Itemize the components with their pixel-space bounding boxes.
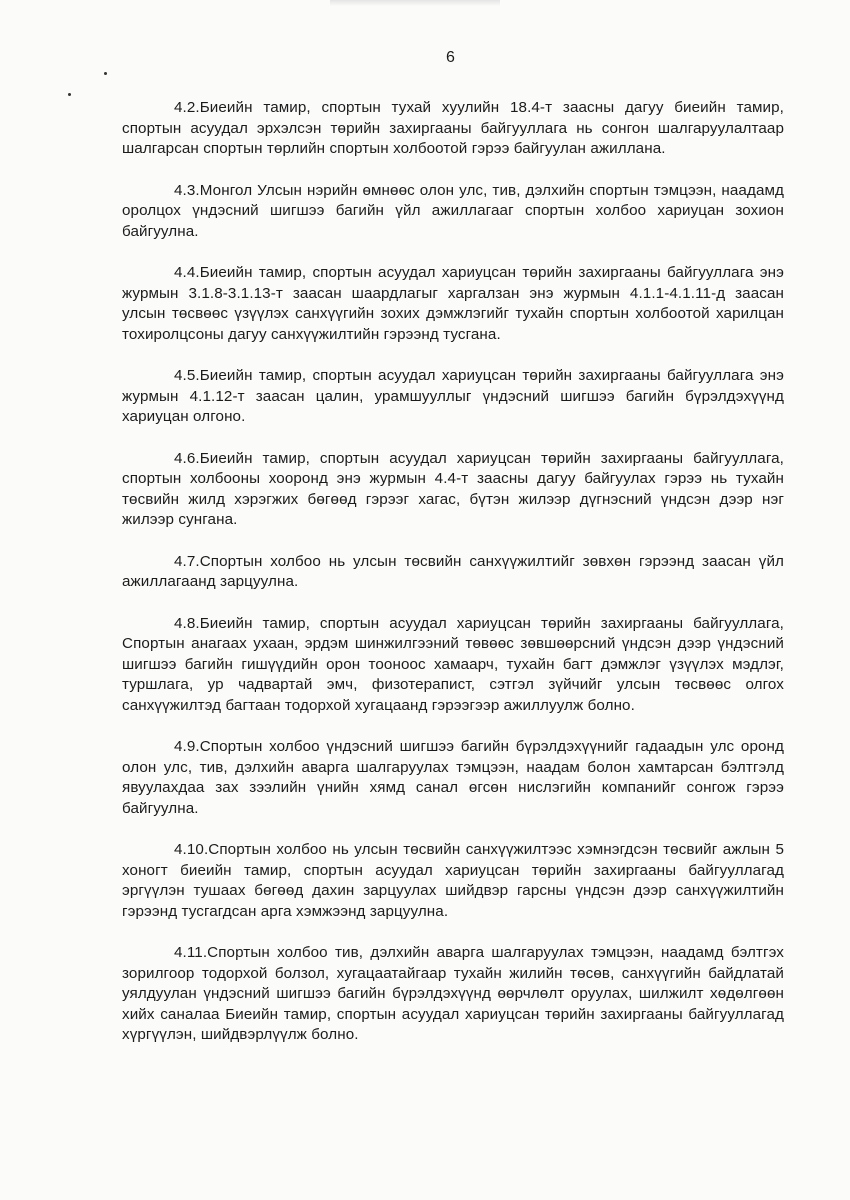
- paragraph-4-10: 4.10.Спортын холбоо нь улсын төсвийн санхүүжилтээс хэмнэгдсэн төсвийг ажлын 5 хоногт биеийн тамир, спортын асуудал хариуцсан төрийн захиргааны байгууллагад эргүүлэн тушаах бөгөөд дахин зарцуулах шийдвэр гарсны үндсэн дээр санхүүжилтийн гэрээнд тусгагдсан арга хэмжээнд зарцуулна.: [122, 841, 784, 920]
- paragraph-4-4: 4.4.Биеийн тамир, спортын асуудал хариуцсан төрийн захиргааны байгууллага энэ журмын 3.1.8-3.1.13-т заасан шаардлагыг харгалзан энэ журмын 4.1.1-4.1.11-д заасан улсын төсвөөс үзүүлэх санхүүгийн зохих дэмжлэгийг тухайн спортын холбоотой харилцан тохиролцсоны дагуу санхүүжилтийн гэрээнд тусгана.: [122, 264, 784, 343]
- paragraph-4-5: 4.5.Биеийн тамир, спортын асуудал хариуцсан төрийн захиргааны байгууллага энэ журмын 4.1.12-т заасан цалин, урамшууллыг үндэсний шигшээ багийн бүрэлдэхүүнд хариуцан олгоно.: [122, 367, 784, 425]
- scan-shadow: [330, 0, 500, 6]
- paragraph-4-9: 4.9.Спортын холбоо үндэсний шигшээ багийн бүрэлдэхүүнийг гадаадын улс оронд олон улс, тив, дэлхийн аварга шалгаруулах тэмцээн, наадам болон хамтарсан бэлтгэлд явуулахдаа зах зээлийн үнийн хямд санал өгсөн нислэгийн компанийг сонгож гэрээ байгуулна.: [122, 738, 784, 817]
- paragraph-4-2: 4.2.Биеийн тамир, спортын тухай хуулийн 18.4-т заасны дагуу биеийн тамир, спортын асуудал эрхэлсэн төрийн захиргааны байгууллага нь сонгон шалгаруулалтаар шалгарсан спортын төрлийн спортын холбоотой гэрээ байгуулан ажиллана.: [122, 99, 784, 157]
- paragraph-4-11: 4.11.Спортын холбоо тив, дэлхийн аварга шалгаруулах тэмцээн, наадамд бэлтгэх зорилгоор тодорхой болзол, хугацаатайгаар тухайн жилийн төсөв, санхүүгийн байдлатай уялдуулан үндэсний шигшээ багийн бүрэлдэхүүнд өөрчлөлт оруулах, шилжилт хөдөлгөөн хийх саналаа Биеийн тамир, спортын асуудал хариуцсан төрийн захиргааны байгууллагад хүргүүлэн, шийдвэрлүүлж болно.: [122, 944, 784, 1043]
- paragraph-4-8: 4.8.Биеийн тамир, спортын асуудал хариуцсан төрийн захиргааны байгууллага, Спортын анагаах ухаан, эрдэм шинжилгээний төвөөс зөвшөөрсний үндсэн дээр үндэсний шигшээ багийн гишүүдийн орон тооноос хамаарч, тухайн багт дэмжлэг үзүүлэх мэдлэг, туршлага, ур чадвартай эмч, физотерапист, сэтгэл зүйчийг улсын төсвөөс олгох санхүүжилтэд багтаан тодорхой хугацаанд гэрээгээр ажиллуулж болно.: [122, 614, 784, 714]
- paragraph-4-3: 4.3.Монгол Улсын нэрийн өмнөөс олон улс, тив, дэлхийн спортын тэмцээн, наадамд оролцох үндэсний шигшээ багийн үйл ажиллагааг спортын холбоо хариуцан зохион байгуулна.: [122, 181, 784, 240]
- scan-speck: [104, 72, 107, 75]
- page-number: 6: [446, 49, 455, 66]
- document-body: [122, 98, 784, 1067]
- paragraph-4-6: 4.6.Биеийн тамир, спортын асуудал хариуцсан төрийн захиргааны байгууллага, спортын холбооны хооронд энэ журмын 4.4-т заасны дагуу байгуулах гэрээ нь тухайн төсвийн жилд хэрэгжих бөгөөд гэрээг хагас, бүтэн жилээр дүгнэсний үндсэн дээр нэг жилээр сунгана.: [122, 449, 784, 528]
- scan-speck: [68, 93, 71, 96]
- paragraph-4-7: 4.7.Спортын холбоо нь улсын төсвийн санхүүжилтийг зөвхөн гэрээнд заасан үйл ажиллагаанд зарцуулна.: [122, 552, 784, 590]
